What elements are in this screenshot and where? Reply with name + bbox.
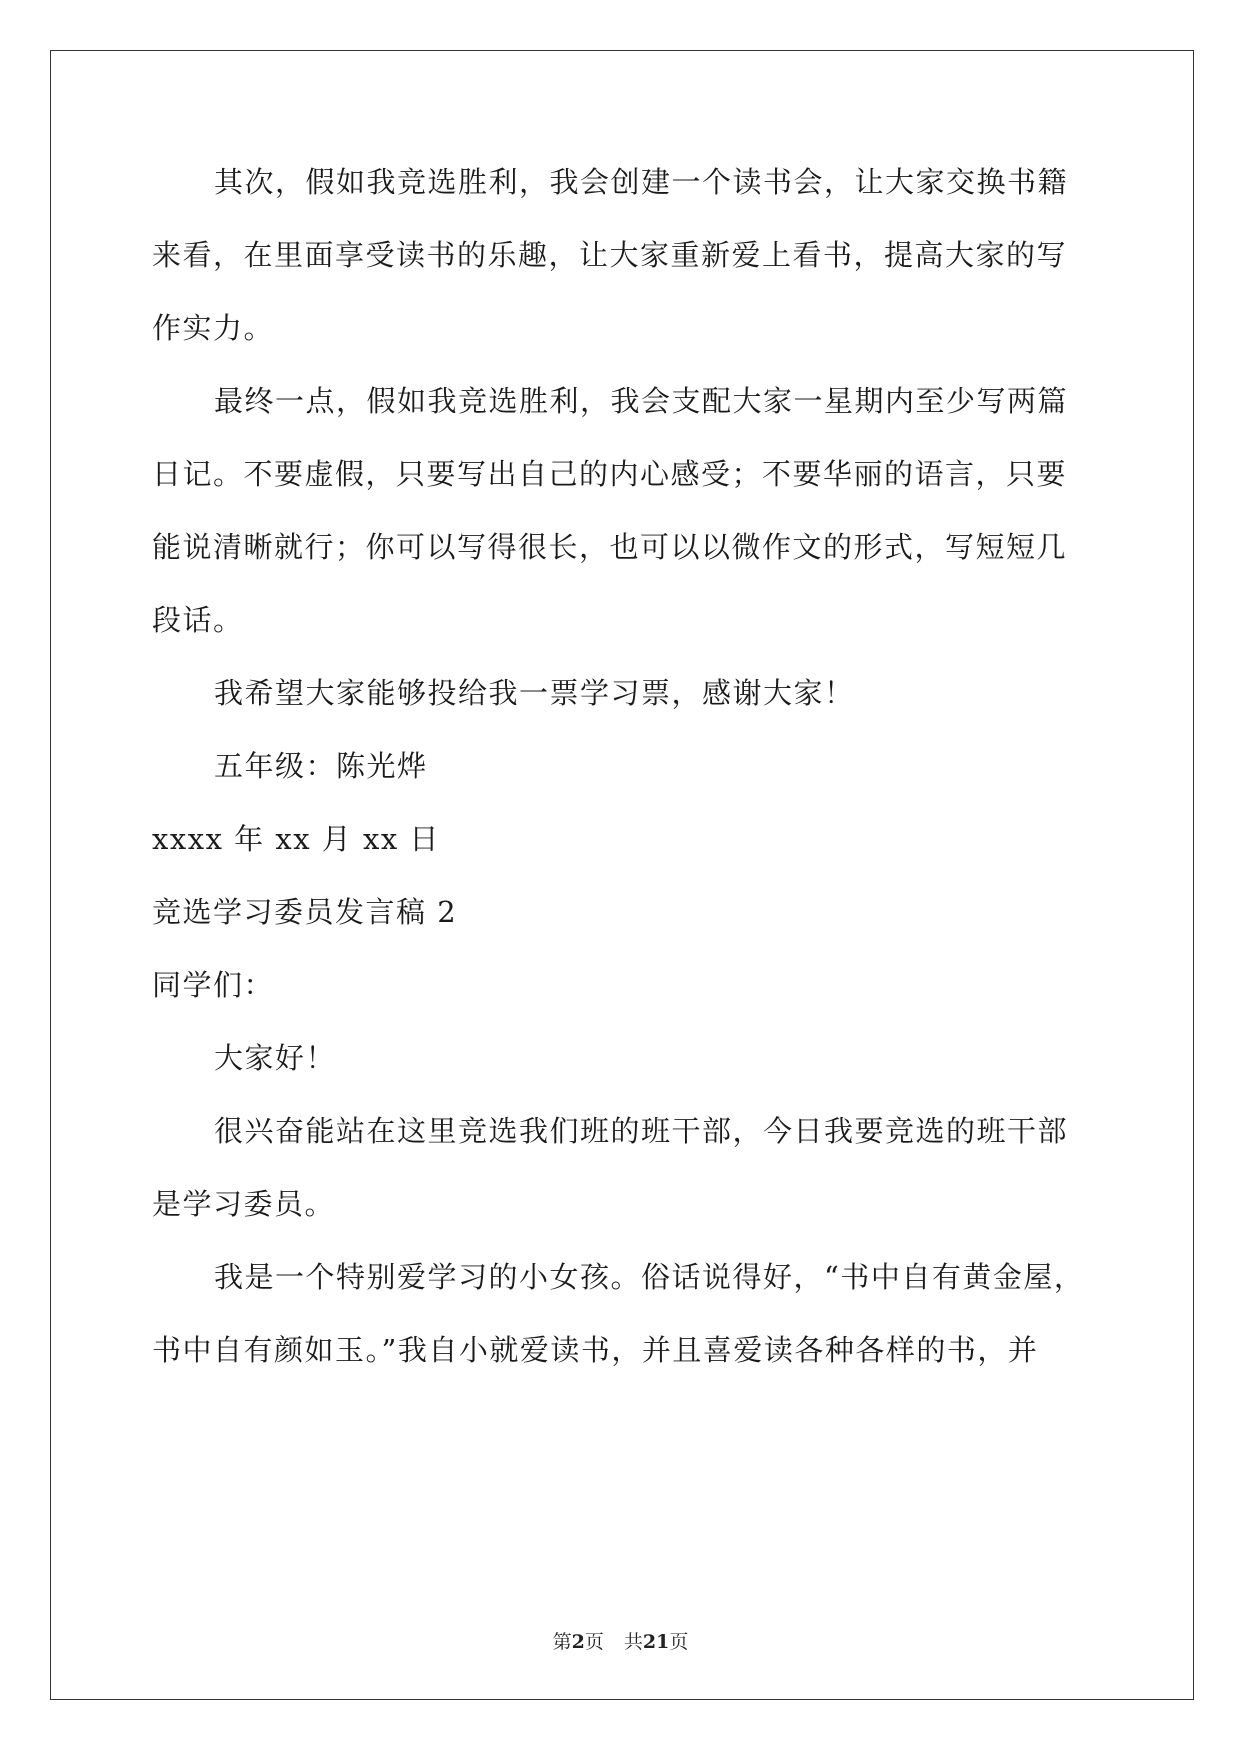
page-number: 2 <box>571 1631 585 1653</box>
footer-prefix: 第 <box>552 1631 572 1653</box>
footer-total-prefix: 共 <box>623 1631 643 1653</box>
text-line: 能说清晰就行；你可以写得很长，也可以以微作文的形式，写短短几 <box>152 530 1068 564</box>
text-line: 我是一个特别爱学习的小女孩。俗话说得好，“书中自有黄金屋， <box>214 1260 1085 1294</box>
greeting: 大家好！ <box>214 1041 337 1075</box>
signature-line: 五年级：陈光烨 <box>214 749 428 783</box>
text-line: 段话。 <box>152 603 244 637</box>
text-line: 书中自有颜如玉。”我自小就爱读书，并且喜爱读各种各样的书，并 <box>152 1333 1039 1367</box>
text-line: 作实力。 <box>152 311 275 345</box>
text-line: 是学习委员。 <box>152 1187 336 1221</box>
footer-page-suffix: 页 <box>584 1631 604 1653</box>
text-line: 很兴奋能站在这里竞选我们班的班干部，今日我要竞选的班干部 <box>214 1114 1069 1148</box>
salutation: 同学们： <box>152 968 275 1002</box>
page-footer <box>0 1630 1241 1654</box>
text-line: 其次，假如我竞选胜利，我会创建一个读书会，让大家交换书籍 <box>214 165 1069 199</box>
section-title: 竞选学习委员发言稿 2 <box>152 895 458 929</box>
text-line: 来看，在里面享受读书的乐趣，让大家重新爱上看书，提高大家的写 <box>152 238 1068 272</box>
text-line: 最终一点，假如我竞选胜利，我会支配大家一星期内至少写两篇 <box>214 384 1069 418</box>
text-line: 日记。不要虚假，只要写出自己的内心感受；不要华丽的语言，只要 <box>152 457 1068 491</box>
date-line: xxxx 年 xx 月 xx 日 <box>152 822 440 856</box>
total-pages: 21 <box>642 1631 670 1653</box>
page-border <box>50 50 1194 1700</box>
footer-total-suffix: 页 <box>669 1631 689 1653</box>
text-line: 我希望大家能够投给我一票学习票，感谢大家！ <box>214 676 855 710</box>
